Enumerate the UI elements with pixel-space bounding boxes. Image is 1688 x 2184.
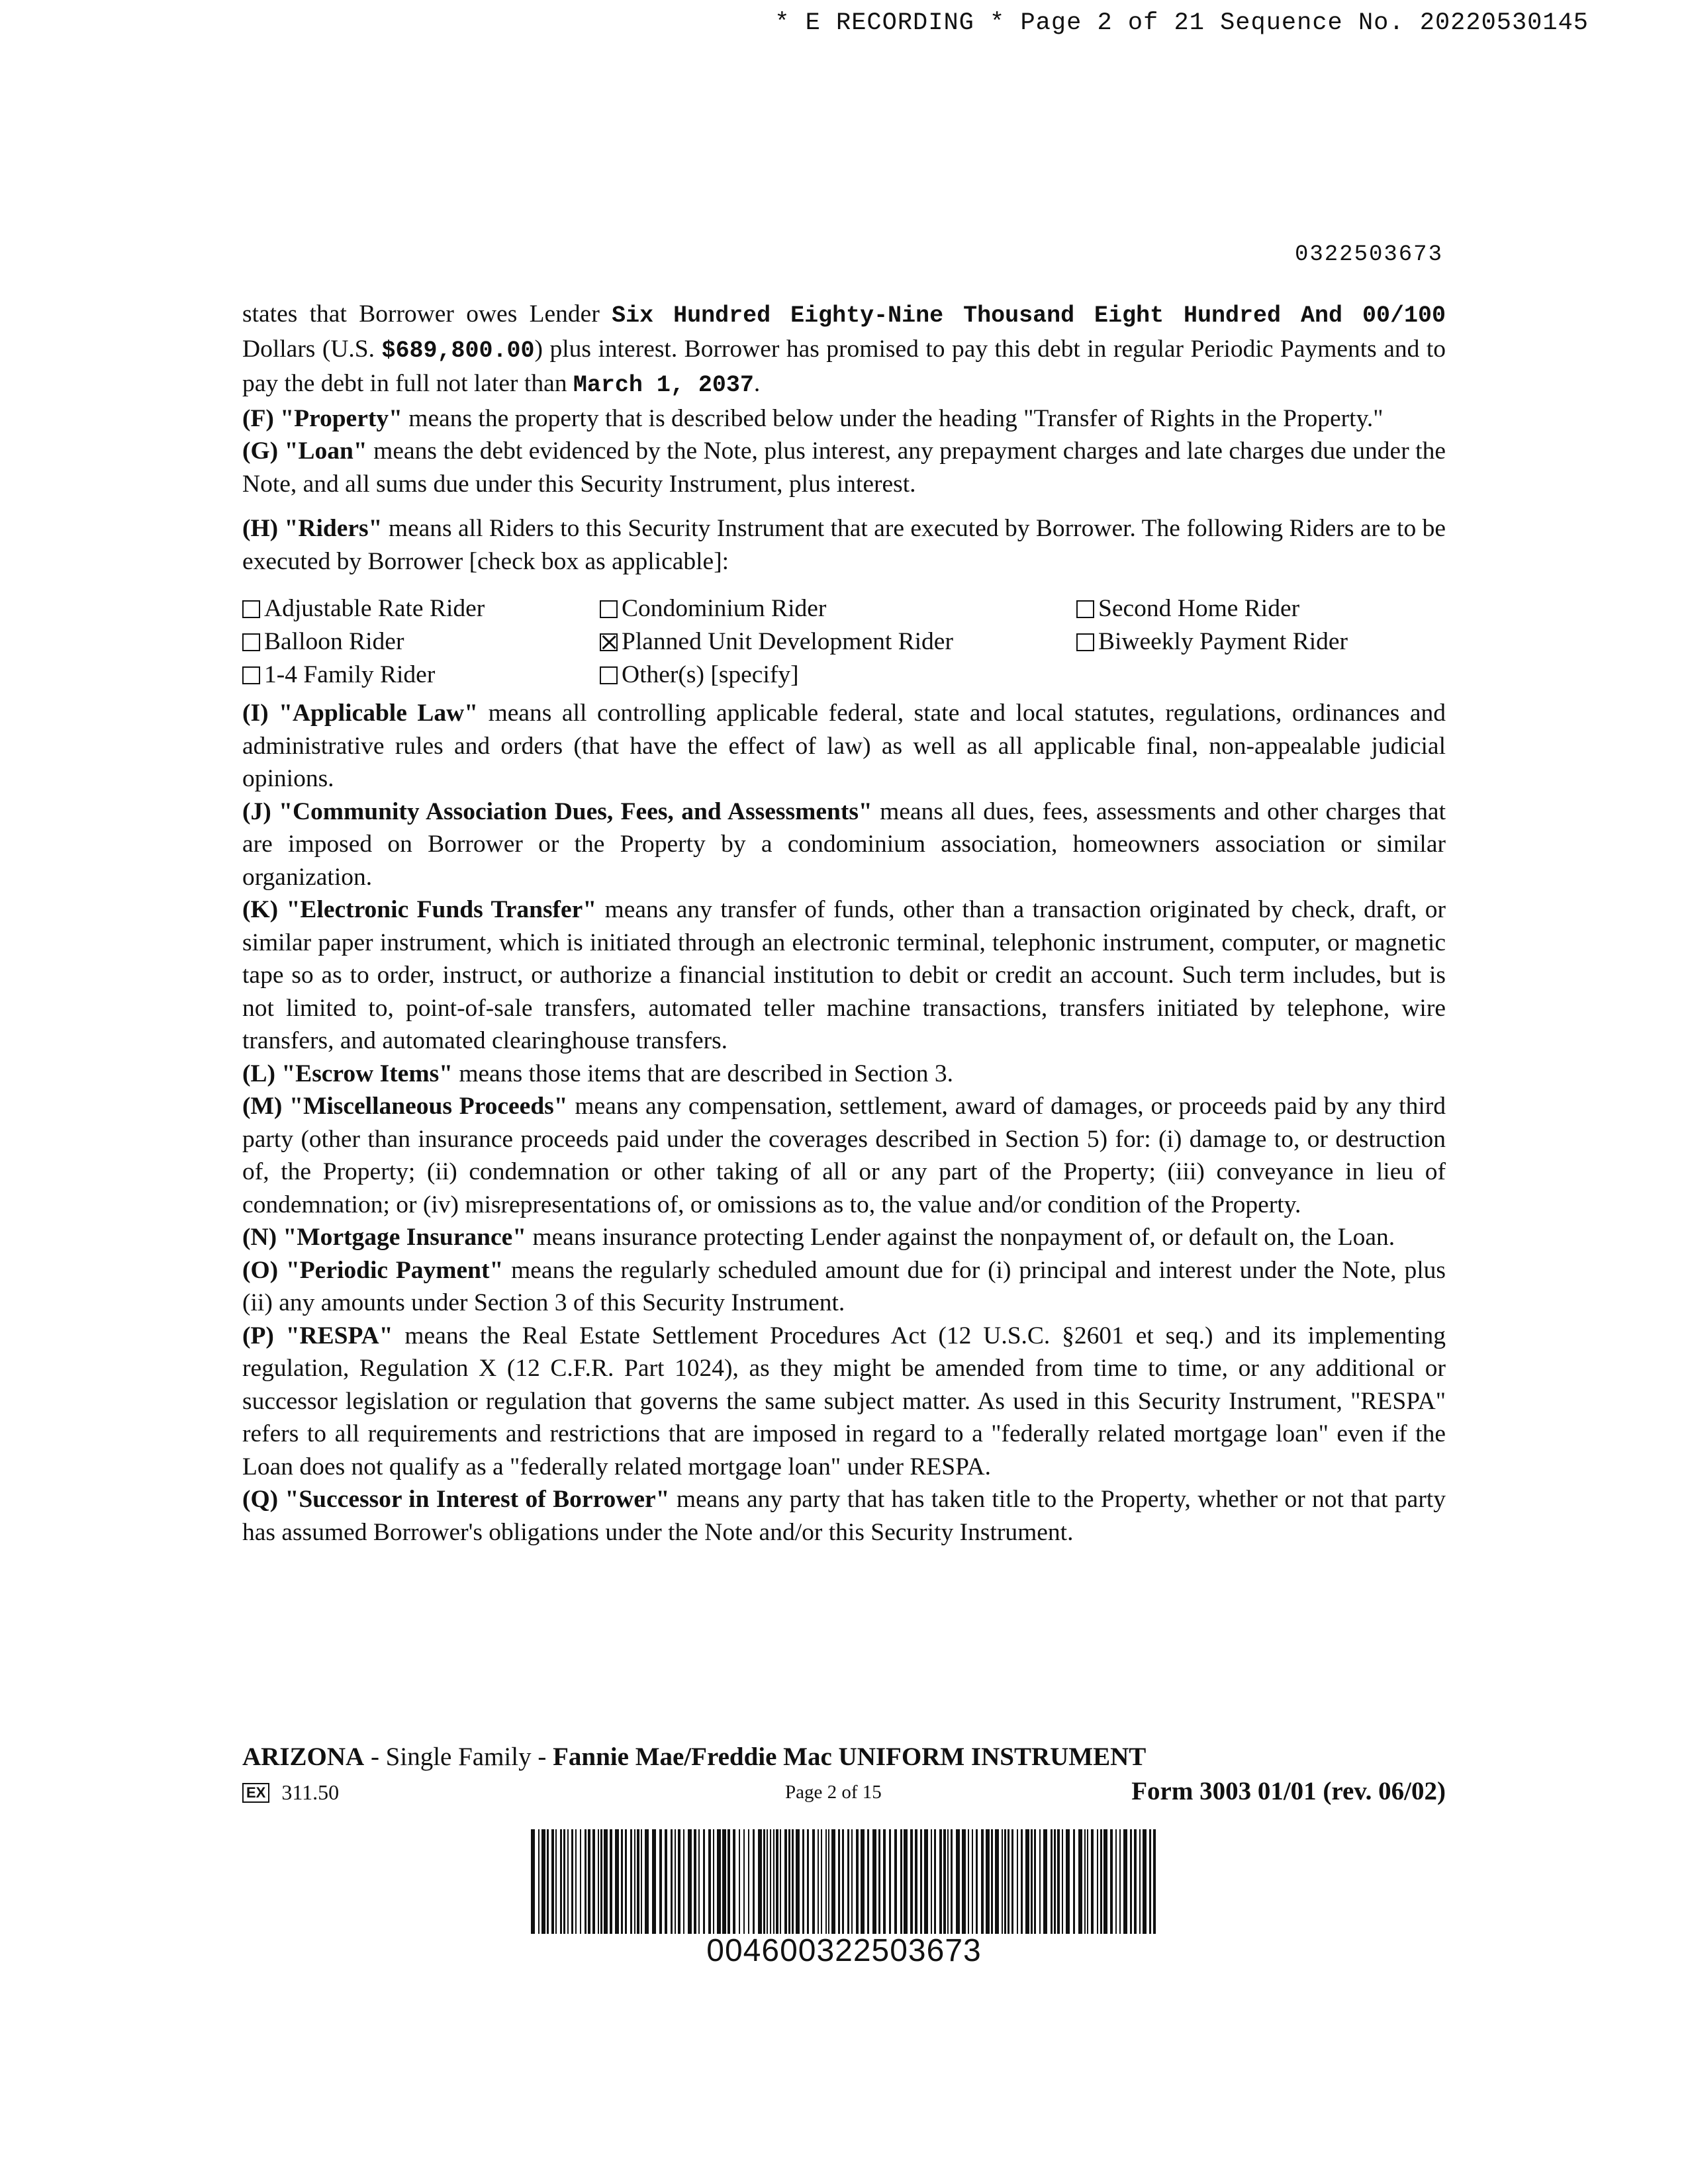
barcode-bar (748, 1829, 749, 1934)
barcode-bar (986, 1829, 990, 1934)
barcode-bar (1097, 1829, 1098, 1934)
rider-biweekly-payment[interactable]: Biweekly Payment Rider (1076, 625, 1348, 659)
barcode-bar (818, 1829, 819, 1934)
barcode-bar (575, 1829, 577, 1934)
checkbox-icon[interactable] (242, 600, 260, 618)
barcode-bar (703, 1829, 705, 1934)
barcode-bar (872, 1829, 876, 1934)
footer-instrument-title: ARIZONA - Single Family - Fannie Mae/Freddie Mac UNIFORM INSTRUMENT (242, 1743, 1147, 1771)
barcode-bar (807, 1829, 809, 1934)
rider-balloon[interactable]: Balloon Rider (242, 625, 404, 659)
barcode-bar (615, 1829, 619, 1934)
barcode-bar (1153, 1829, 1156, 1934)
barcode-bar (717, 1829, 721, 1934)
barcode-bar (972, 1829, 973, 1934)
barcode-bar (1130, 1829, 1132, 1934)
form-code: EX 311.50 (242, 1780, 339, 1805)
barcode-bar (821, 1829, 822, 1934)
rider-condominium[interactable]: Condominium Rider (600, 592, 826, 625)
barcode-bar (1143, 1829, 1147, 1934)
barcode-bar (920, 1829, 922, 1934)
barcode-bar (1078, 1829, 1082, 1934)
barcode-bar (722, 1829, 726, 1934)
barcode-bar (1073, 1829, 1075, 1934)
barcode-bar (962, 1829, 966, 1934)
barcode-bar (770, 1829, 771, 1934)
barcode-bar (698, 1829, 700, 1934)
barcode-bar (588, 1829, 590, 1934)
barcode-bar (1043, 1829, 1047, 1934)
riders-checklist (242, 592, 1446, 692)
rider-adjustable-rate[interactable]: Adjustable Rate Rider (242, 592, 485, 625)
barcode-bar (1066, 1829, 1070, 1934)
barcode-bar (883, 1829, 886, 1934)
barcode-bar (947, 1829, 949, 1934)
barcode-bar (555, 1829, 557, 1934)
barcode-bar (788, 1829, 790, 1934)
barcode-bar (1139, 1829, 1141, 1934)
barcode-bar (842, 1829, 844, 1934)
maturity-date: March 1, 2037 (573, 372, 754, 398)
barcode-bar (1091, 1829, 1094, 1934)
barcode-bar (894, 1829, 897, 1934)
barcode-bar (541, 1829, 545, 1934)
barcode-bar (604, 1829, 608, 1934)
definition-loan: (G) "Loan" means the debt evidenced by the Note, plus interest, any prepayment charges and late charges due under the Note, and all sums due under this Security Instrument, plus interest. (242, 437, 1446, 498)
barcode-bar (600, 1829, 602, 1934)
barcode-bar (910, 1829, 913, 1934)
barcode-bar (1123, 1829, 1127, 1934)
barcode-bar (694, 1829, 696, 1934)
barcode-number: 004600322503673 (706, 1933, 982, 1968)
barcode-bar (753, 1829, 755, 1934)
barcode-bar (856, 1829, 859, 1934)
checkbox-icon[interactable] (600, 600, 618, 618)
definition-successor-in-interest: (Q) "Successor in Interest of Borrower" means any party that has taken title to the Property, whether or not that party has assumed Borrower's obligations under the Note and/or this Security Instrument. (242, 1486, 1446, 1546)
barcode-bar (671, 1829, 673, 1934)
barcode-bar (678, 1829, 680, 1934)
barcode-bar (1100, 1829, 1102, 1934)
barcode-bar (1008, 1829, 1009, 1934)
barcode-bar (531, 1829, 535, 1934)
intro-paragraph: states that Borrower owes Lender Six Hundred Eighty-Nine Thousand Eight Hundred And 00/100 Dollars (U.S. $689,800.00) plus interest. Borrower has promised to pay this debt in regular Periodic Payments and to pay the debt in full not later than March 1, 2037. (242, 300, 1446, 398)
barcode-bar (900, 1829, 902, 1934)
barcode-bar (610, 1829, 612, 1934)
barcode-bar (1021, 1829, 1023, 1934)
rider-1-4-family[interactable]: 1-4 Family Rider (242, 659, 435, 692)
barcode-bar (931, 1829, 932, 1934)
barcode-bar (688, 1829, 692, 1934)
definition-riders: (H) "Riders" means all Riders to this Security Instrument that are executed by Borrower. The following Riders are to be executed by Borrower [check box as applicable]: (242, 515, 1446, 575)
barcode-bar (1087, 1829, 1088, 1934)
barcode-bar (943, 1829, 946, 1934)
checkbox-icon[interactable] (1076, 633, 1094, 651)
barcode-bar (851, 1829, 853, 1934)
barcode-bar (784, 1829, 787, 1934)
barcode-bar (637, 1829, 639, 1934)
barcode-bar (659, 1829, 662, 1934)
barcode-bar (763, 1829, 765, 1934)
barcode-bar (1025, 1829, 1029, 1934)
barcode-bar (1017, 1829, 1018, 1934)
barcode-bar (739, 1829, 740, 1934)
barcode-bar (551, 1829, 554, 1934)
barcode-bar (981, 1829, 984, 1934)
rider-second-home[interactable]: Second Home Rider (1076, 592, 1299, 625)
barcode-bar (1110, 1829, 1113, 1934)
barcode-bar (825, 1829, 827, 1934)
checkbox-icon[interactable] (242, 666, 260, 684)
barcode-bar (956, 1829, 960, 1934)
barcode-bar (708, 1829, 711, 1934)
barcode-bar (1051, 1829, 1053, 1934)
barcode-bar (625, 1829, 627, 1934)
barcode-bar (733, 1829, 735, 1934)
definition-respa: (P) "RESPA" means the Real Estate Settlement Procedures Act (12 U.S.C. §2601 et seq.) and its implementing regulation, Regulation X (12 C.F.R. Part 1024), as they might be amended from time to time, or any additional or successor legislation or regulation that governs the same subject matter. As used in this Security Instrument, "RESPA" refers to all requirements and restrictions that are imposed in regard to a "federally related mortgage loan" even if the Loan does not qualify as a "federally related mortgage loan" under RESPA. (242, 1322, 1446, 1480)
barcode-bar (675, 1829, 676, 1934)
barcode-bar (1062, 1829, 1063, 1934)
barcode-bar (547, 1829, 549, 1934)
loan-amount: $689,800.00 (381, 337, 535, 364)
barcode-bar (1004, 1829, 1006, 1934)
barcode-bar (776, 1829, 778, 1934)
barcode-bar (828, 1829, 829, 1934)
barcode-bar (767, 1829, 768, 1934)
checkbox-icon[interactable] (242, 633, 260, 651)
barcode-bar (934, 1829, 936, 1934)
barcode-bar (1011, 1829, 1013, 1934)
form-number: Form 3003 01/01 (rev. 06/02) (1131, 1777, 1446, 1805)
barcode-bar (1057, 1829, 1060, 1934)
checkbox-icon[interactable] (600, 666, 618, 684)
rider-other[interactable]: Other(s) [specify] (600, 659, 799, 692)
definition-applicable-law: (I) "Applicable Law" means all controlling applicable federal, state and local statutes, regulations, ordinances and administrative rules and orders (that have the effect of law) as well as all applicable final, non-appealable judicial opinions. (242, 700, 1446, 792)
barcode-bar (995, 1829, 999, 1934)
barcode-bar (560, 1829, 562, 1934)
barcode-bar (924, 1829, 928, 1934)
barcode-bar (1002, 1829, 1003, 1934)
barcode-bar (1031, 1829, 1033, 1934)
barcode-bar (812, 1829, 815, 1934)
definition-property: (F) "Property" means the property that is described below under the heading "Transfer of Rights in the Property." (242, 404, 1383, 432)
barcode-bar (889, 1829, 891, 1934)
document-body (242, 298, 1446, 1549)
ex-logo: EX (242, 1783, 269, 1803)
page-indicator: Page 2 of 15 (785, 1782, 882, 1803)
barcode-bar (968, 1829, 969, 1934)
barcode-bar (802, 1829, 804, 1934)
barcode-bar (1134, 1829, 1137, 1934)
barcode-bar (1034, 1829, 1036, 1934)
barcode-bar (915, 1829, 917, 1934)
barcode-bar (713, 1829, 714, 1934)
barcode-bar (838, 1829, 840, 1934)
barcode-bar (592, 1829, 595, 1934)
barcode-bar (878, 1829, 880, 1934)
barcode-bar (1054, 1829, 1056, 1934)
barcode-bar (831, 1829, 835, 1934)
definition-escrow-items: (L) "Escrow Items" means those items that are described in Section 3. (242, 1060, 954, 1087)
definition-miscellaneous-proceeds: (M) "Miscellaneous Proceeds" means any compensation, settlement, award of damages, or proceeds paid by any third party (other than insurance proceeds paid under the coverages described in Section 5) for: (i) damage to, or destruction of, the Property; (ii) condemnation or other taking of all or any part of the Property; (iii) conveyance in lieu of condemnation; or (iv) misrepresentations of, or omissions as to, the value and/or condition of the Property. (242, 1093, 1446, 1218)
barcode-bar (1103, 1829, 1107, 1934)
barcode-bar (1149, 1829, 1151, 1934)
barcode-bar (598, 1829, 599, 1934)
checked-checkbox-icon[interactable] (600, 633, 618, 651)
barcode-bar (991, 1829, 993, 1934)
barcode-bar (796, 1829, 800, 1934)
barcode-bar (976, 1829, 978, 1934)
barcode-bar (792, 1829, 794, 1934)
barcode-bar (1115, 1829, 1117, 1934)
barcode-bar (758, 1829, 762, 1934)
definition-periodic-payment: (O) "Periodic Payment" means the regularly scheduled amount due for (i) principal and interest under the Note, plus (ii) any amounts under Section 3 of this Security Instrument. (242, 1256, 1446, 1316)
barcode-bar (861, 1829, 865, 1934)
barcode-bar (780, 1829, 781, 1934)
loan-amount-words: Six Hundred Eighty-Nine Thousand Eight Hundred And 00/100 (612, 302, 1446, 329)
barcode-bar (683, 1829, 684, 1934)
barcode-bar (645, 1829, 649, 1934)
barcode-bar (1039, 1829, 1041, 1934)
barcode-bar (743, 1829, 745, 1934)
barcode-bar (1119, 1829, 1121, 1934)
barcode-bar (1084, 1829, 1086, 1934)
barcode-bar (847, 1829, 849, 1934)
checkbox-icon[interactable] (1076, 600, 1094, 618)
barcode-bar (563, 1829, 565, 1934)
barcode-bar (580, 1829, 581, 1934)
barcode-bar (727, 1829, 730, 1934)
rider-planned-unit-development[interactable]: Planned Unit Development Rider (600, 625, 953, 659)
barcode-bar (571, 1829, 573, 1934)
footer-form-row (242, 1778, 1446, 1811)
barcode-bar (585, 1829, 586, 1934)
barcode-bar (641, 1829, 642, 1934)
barcode-bar (630, 1829, 632, 1934)
loan-number: 0322503673 (1294, 242, 1443, 267)
barcode-bar (951, 1829, 953, 1934)
recording-header: * E RECORDING * Page 2 of 21 Sequence No. 20220530145 (774, 9, 1589, 37)
barcode-bar (652, 1829, 656, 1934)
definition-community-association-dues: (J) "Community Association Dues, Fees, and Assessments" means all dues, fees, assessments and other charges that are imposed on Borrower or the Property by a condominium association, homeowners association or similar organization. (242, 797, 1446, 891)
barcode-bar (634, 1829, 635, 1934)
barcode-bar (538, 1829, 539, 1934)
definition-mortgage-insurance: (N) "Mortgage Insurance" means insurance protecting Lender against the nonpayment of, or default on, the Loan. (242, 1224, 1395, 1251)
barcode-bar (665, 1829, 667, 1934)
barcode-bar (773, 1829, 774, 1934)
barcode-bar (939, 1829, 942, 1934)
barcode-bar (904, 1829, 908, 1934)
barcode-image (530, 1829, 1158, 1934)
definition-electronic-funds-transfer: (K) "Electronic Funds Transfer" means any transfer of funds, other than a transaction originated by check, draft, or similar paper instrument, which is initiated through an electronic terminal, telephonic instrument, computer, or magnetic tape so as to order, instruct, or authorize a financial institution to debit or credit an account. Such term includes, but is not limited to, point-of-sale transfers, automated teller machine transactions, transfers initiated by telephone, wire transfers, and automated clearinghouse transfers. (242, 896, 1446, 1054)
barcode-bar (867, 1829, 869, 1934)
barcode-bar (621, 1829, 623, 1934)
barcode-bar (567, 1829, 569, 1934)
